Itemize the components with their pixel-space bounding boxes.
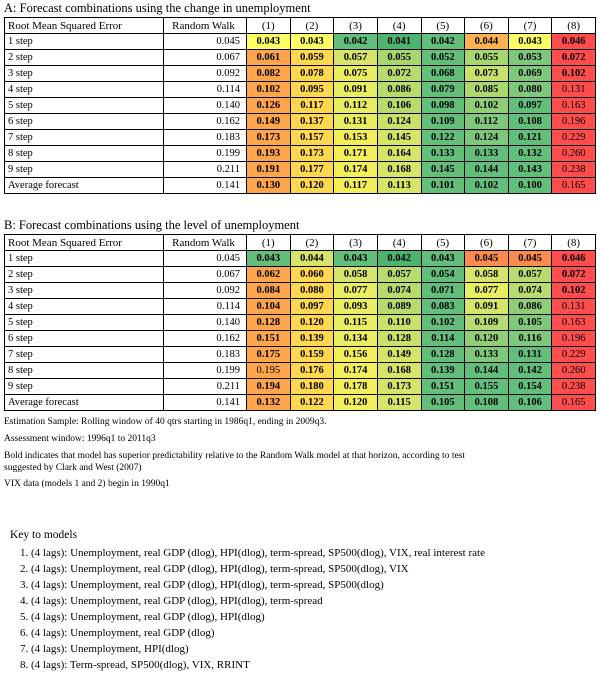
model-value-cell: 0.120 bbox=[465, 331, 509, 347]
random-walk-cell: 0.092 bbox=[164, 283, 247, 299]
random-walk-cell: 0.140 bbox=[164, 98, 247, 114]
random-walk-cell: 0.141 bbox=[164, 178, 247, 194]
model-value-cell: 0.173 bbox=[247, 130, 291, 146]
model-value-cell: 0.072 bbox=[552, 50, 596, 66]
row-label: 8 step bbox=[5, 146, 164, 162]
model-value-cell: 0.139 bbox=[421, 363, 465, 379]
column-header: (7) bbox=[508, 235, 552, 251]
model-value-cell: 0.155 bbox=[465, 379, 509, 395]
model-value-cell: 0.144 bbox=[465, 363, 509, 379]
row-label: 9 step bbox=[5, 379, 164, 395]
model-value-cell: 0.128 bbox=[421, 347, 465, 363]
row-label: 8 step bbox=[5, 363, 164, 379]
header-row bbox=[5, 18, 596, 34]
random-walk-cell: 0.140 bbox=[164, 315, 247, 331]
model-value-cell: 0.055 bbox=[377, 50, 421, 66]
model-value-cell: 0.117 bbox=[334, 178, 378, 194]
random-walk-cell: 0.067 bbox=[164, 50, 247, 66]
model-value-cell: 0.120 bbox=[334, 395, 378, 411]
model-value-cell: 0.042 bbox=[421, 34, 465, 50]
model-value-cell: 0.074 bbox=[377, 283, 421, 299]
model-value-cell: 0.124 bbox=[465, 130, 509, 146]
model-value-cell: 0.073 bbox=[465, 66, 509, 82]
model-value-cell: 0.045 bbox=[508, 251, 552, 267]
column-header: (3) bbox=[334, 18, 378, 34]
model-value-cell: 0.071 bbox=[421, 283, 465, 299]
model-value-cell: 0.115 bbox=[377, 395, 421, 411]
model-value-cell: 0.151 bbox=[247, 331, 291, 347]
model-value-cell: 0.177 bbox=[290, 162, 334, 178]
column-header: (3) bbox=[334, 235, 378, 251]
model-value-cell: 0.175 bbox=[247, 347, 291, 363]
model-value-cell: 0.164 bbox=[377, 146, 421, 162]
key-item: 6. (4 lags): Unemployment, real GDP (dlog) bbox=[20, 627, 215, 639]
model-value-cell: 0.102 bbox=[552, 66, 596, 82]
column-header: Root Mean Squared Error bbox=[5, 18, 164, 34]
table-row bbox=[5, 267, 596, 283]
random-walk-cell: 0.211 bbox=[164, 379, 247, 395]
model-value-cell: 0.139 bbox=[290, 331, 334, 347]
model-value-cell: 0.102 bbox=[465, 98, 509, 114]
model-value-cell: 0.102 bbox=[465, 178, 509, 194]
model-value-cell: 0.171 bbox=[334, 146, 378, 162]
model-value-cell: 0.173 bbox=[377, 379, 421, 395]
column-header: Root Mean Squared Error bbox=[5, 235, 164, 251]
model-value-cell: 0.102 bbox=[552, 283, 596, 299]
row-label: 7 step bbox=[5, 130, 164, 146]
model-value-cell: 0.058 bbox=[334, 267, 378, 283]
model-value-cell: 0.124 bbox=[377, 114, 421, 130]
column-header: (1) bbox=[247, 18, 291, 34]
random-walk-cell: 0.067 bbox=[164, 267, 247, 283]
model-value-cell: 0.072 bbox=[552, 267, 596, 283]
table-row bbox=[5, 331, 596, 347]
column-header: (5) bbox=[421, 18, 465, 34]
model-value-cell: 0.057 bbox=[334, 50, 378, 66]
row-label: 4 step bbox=[5, 82, 164, 98]
model-value-cell: 0.075 bbox=[334, 66, 378, 82]
table-row bbox=[5, 114, 596, 130]
model-value-cell: 0.178 bbox=[334, 379, 378, 395]
table-row bbox=[5, 363, 596, 379]
model-value-cell: 0.168 bbox=[377, 162, 421, 178]
key-item: 1. (4 lags): Unemployment, real GDP (dlog), HPI(dlog), term-spread, SP500(dlog), VIX, real interest rate bbox=[20, 547, 485, 559]
model-value-cell: 0.130 bbox=[247, 178, 291, 194]
random-walk-cell: 0.183 bbox=[164, 347, 247, 363]
bold-significance-note: Bold indicates that model has superior predictability relative to the Random Walk model at that horizon, according to test suggested by Clark and West (2007) bbox=[4, 451, 466, 473]
row-label: 9 step bbox=[5, 162, 164, 178]
model-value-cell: 0.238 bbox=[552, 379, 596, 395]
model-value-cell: 0.131 bbox=[508, 347, 552, 363]
model-value-cell: 0.100 bbox=[508, 178, 552, 194]
model-value-cell: 0.165 bbox=[552, 178, 596, 194]
model-value-cell: 0.229 bbox=[552, 347, 596, 363]
model-value-cell: 0.059 bbox=[290, 50, 334, 66]
model-value-cell: 0.105 bbox=[508, 315, 552, 331]
model-value-cell: 0.084 bbox=[247, 283, 291, 299]
model-value-cell: 0.077 bbox=[465, 283, 509, 299]
model-value-cell: 0.260 bbox=[552, 363, 596, 379]
table-row bbox=[5, 66, 596, 82]
header-row bbox=[5, 235, 596, 251]
table-row bbox=[5, 82, 596, 98]
row-label: 7 step bbox=[5, 347, 164, 363]
key-item: 5. (4 lags): Unemployment, real GDP (dlog), HPI(dlog) bbox=[20, 611, 265, 623]
random-walk-cell: 0.211 bbox=[164, 162, 247, 178]
key-item: 8. (4 lags): Term-spread, SP500(dlog), VIX, RRINT bbox=[20, 659, 250, 671]
model-value-cell: 0.102 bbox=[421, 315, 465, 331]
random-walk-cell: 0.092 bbox=[164, 66, 247, 82]
table-a bbox=[4, 17, 596, 194]
model-value-cell: 0.149 bbox=[247, 114, 291, 130]
model-value-cell: 0.044 bbox=[465, 34, 509, 50]
model-value-cell: 0.133 bbox=[465, 347, 509, 363]
model-value-cell: 0.091 bbox=[465, 299, 509, 315]
model-value-cell: 0.153 bbox=[334, 130, 378, 146]
model-value-cell: 0.168 bbox=[377, 363, 421, 379]
key-item: 2. (4 lags): Unemployment, real GDP (dlog), HPI(dlog), term-spread, SP500(dlog), VIX bbox=[20, 563, 409, 575]
model-value-cell: 0.044 bbox=[290, 251, 334, 267]
model-value-cell: 0.142 bbox=[508, 363, 552, 379]
model-value-cell: 0.060 bbox=[290, 267, 334, 283]
table-b-title: B: Forecast combinations using the level of unemployment bbox=[4, 218, 300, 232]
table-row bbox=[5, 395, 596, 411]
model-value-cell: 0.163 bbox=[552, 315, 596, 331]
table-row bbox=[5, 315, 596, 331]
random-walk-cell: 0.199 bbox=[164, 146, 247, 162]
model-value-cell: 0.132 bbox=[247, 395, 291, 411]
table-row bbox=[5, 178, 596, 194]
model-value-cell: 0.195 bbox=[247, 363, 291, 379]
random-walk-cell: 0.045 bbox=[164, 251, 247, 267]
random-walk-cell: 0.162 bbox=[164, 331, 247, 347]
model-value-cell: 0.112 bbox=[465, 114, 509, 130]
table-row bbox=[5, 146, 596, 162]
model-value-cell: 0.116 bbox=[508, 331, 552, 347]
random-walk-cell: 0.199 bbox=[164, 363, 247, 379]
model-value-cell: 0.109 bbox=[465, 315, 509, 331]
model-value-cell: 0.151 bbox=[421, 379, 465, 395]
model-value-cell: 0.149 bbox=[377, 347, 421, 363]
model-value-cell: 0.046 bbox=[552, 34, 596, 50]
model-value-cell: 0.043 bbox=[508, 34, 552, 50]
estimation-sample-note: Estimation Sample: Rolling window of 40 qtrs starting in 1986q1, ending in 2009q3. bbox=[4, 417, 327, 427]
row-label: 1 step bbox=[5, 34, 164, 50]
model-value-cell: 0.106 bbox=[377, 98, 421, 114]
model-value-cell: 0.069 bbox=[508, 66, 552, 82]
model-value-cell: 0.132 bbox=[508, 146, 552, 162]
random-walk-cell: 0.183 bbox=[164, 130, 247, 146]
model-value-cell: 0.128 bbox=[247, 315, 291, 331]
model-value-cell: 0.117 bbox=[290, 98, 334, 114]
table-row bbox=[5, 283, 596, 299]
model-value-cell: 0.080 bbox=[290, 283, 334, 299]
key-item: 3. (4 lags): Unemployment, real GDP (dlog), HPI(dlog), term-spread, SP500(dlog) bbox=[20, 579, 384, 591]
model-value-cell: 0.043 bbox=[247, 251, 291, 267]
model-value-cell: 0.043 bbox=[247, 34, 291, 50]
model-value-cell: 0.131 bbox=[552, 82, 596, 98]
model-value-cell: 0.260 bbox=[552, 146, 596, 162]
assessment-window-note: Assessment window: 1996q1 to 2011q3 bbox=[4, 434, 156, 444]
column-header: (4) bbox=[377, 235, 421, 251]
model-value-cell: 0.091 bbox=[334, 82, 378, 98]
column-header: (8) bbox=[552, 18, 596, 34]
model-value-cell: 0.112 bbox=[334, 98, 378, 114]
row-label: Average forecast bbox=[5, 395, 164, 411]
model-value-cell: 0.110 bbox=[377, 315, 421, 331]
model-value-cell: 0.126 bbox=[247, 98, 291, 114]
model-value-cell: 0.106 bbox=[508, 395, 552, 411]
model-value-cell: 0.052 bbox=[421, 50, 465, 66]
model-value-cell: 0.042 bbox=[334, 34, 378, 50]
model-value-cell: 0.137 bbox=[290, 114, 334, 130]
table-row bbox=[5, 251, 596, 267]
model-value-cell: 0.046 bbox=[552, 251, 596, 267]
model-value-cell: 0.077 bbox=[334, 283, 378, 299]
column-header: (8) bbox=[552, 235, 596, 251]
column-header: (6) bbox=[465, 235, 509, 251]
model-value-cell: 0.089 bbox=[377, 299, 421, 315]
model-value-cell: 0.104 bbox=[247, 299, 291, 315]
random-walk-cell: 0.162 bbox=[164, 114, 247, 130]
model-value-cell: 0.074 bbox=[508, 283, 552, 299]
row-label: 5 step bbox=[5, 98, 164, 114]
column-header: Random Walk bbox=[164, 235, 247, 251]
model-value-cell: 0.134 bbox=[334, 331, 378, 347]
row-label: Average forecast bbox=[5, 178, 164, 194]
model-value-cell: 0.144 bbox=[465, 162, 509, 178]
row-label: 2 step bbox=[5, 50, 164, 66]
model-value-cell: 0.122 bbox=[421, 130, 465, 146]
model-value-cell: 0.163 bbox=[552, 98, 596, 114]
model-value-cell: 0.196 bbox=[552, 114, 596, 130]
model-value-cell: 0.131 bbox=[334, 114, 378, 130]
table-row bbox=[5, 34, 596, 50]
table-row bbox=[5, 379, 596, 395]
random-walk-cell: 0.114 bbox=[164, 82, 247, 98]
model-value-cell: 0.109 bbox=[421, 114, 465, 130]
table-a-title: A: Forecast combinations using the change in unemployment bbox=[4, 1, 311, 15]
row-label: 3 step bbox=[5, 66, 164, 82]
key-item: 7. (4 lags): Unemployment, HPI(dlog) bbox=[20, 643, 189, 655]
model-value-cell: 0.180 bbox=[290, 379, 334, 395]
model-value-cell: 0.053 bbox=[508, 50, 552, 66]
model-value-cell: 0.086 bbox=[377, 82, 421, 98]
model-value-cell: 0.229 bbox=[552, 130, 596, 146]
model-value-cell: 0.115 bbox=[334, 315, 378, 331]
key-item: 4. (4 lags): Unemployment, real GDP (dlog), HPI(dlog), term-spread bbox=[20, 595, 323, 607]
model-value-cell: 0.095 bbox=[290, 82, 334, 98]
model-value-cell: 0.145 bbox=[377, 130, 421, 146]
model-value-cell: 0.062 bbox=[247, 267, 291, 283]
model-value-cell: 0.079 bbox=[421, 82, 465, 98]
model-value-cell: 0.045 bbox=[465, 251, 509, 267]
column-header: (6) bbox=[465, 18, 509, 34]
model-value-cell: 0.133 bbox=[465, 146, 509, 162]
model-value-cell: 0.085 bbox=[465, 82, 509, 98]
model-value-cell: 0.133 bbox=[421, 146, 465, 162]
vix-data-note: VIX data (models 1 and 2) begin in 1990q1 bbox=[4, 479, 170, 489]
model-value-cell: 0.072 bbox=[377, 66, 421, 82]
random-walk-cell: 0.045 bbox=[164, 34, 247, 50]
model-value-cell: 0.193 bbox=[247, 146, 291, 162]
model-value-cell: 0.086 bbox=[508, 299, 552, 315]
model-value-cell: 0.057 bbox=[377, 267, 421, 283]
row-label: 2 step bbox=[5, 267, 164, 283]
model-value-cell: 0.120 bbox=[290, 178, 334, 194]
row-label: 5 step bbox=[5, 315, 164, 331]
model-value-cell: 0.055 bbox=[465, 50, 509, 66]
model-value-cell: 0.054 bbox=[421, 267, 465, 283]
model-value-cell: 0.196 bbox=[552, 331, 596, 347]
model-value-cell: 0.113 bbox=[377, 178, 421, 194]
model-value-cell: 0.143 bbox=[508, 162, 552, 178]
model-value-cell: 0.078 bbox=[290, 66, 334, 82]
model-value-cell: 0.154 bbox=[508, 379, 552, 395]
model-value-cell: 0.121 bbox=[508, 130, 552, 146]
model-value-cell: 0.159 bbox=[290, 347, 334, 363]
column-header: (4) bbox=[377, 18, 421, 34]
model-value-cell: 0.120 bbox=[290, 315, 334, 331]
row-label: 6 step bbox=[5, 331, 164, 347]
column-header: (2) bbox=[290, 18, 334, 34]
model-value-cell: 0.043 bbox=[421, 251, 465, 267]
model-value-cell: 0.174 bbox=[334, 363, 378, 379]
model-value-cell: 0.061 bbox=[247, 50, 291, 66]
model-value-cell: 0.101 bbox=[421, 178, 465, 194]
column-header: (2) bbox=[290, 235, 334, 251]
table-row bbox=[5, 162, 596, 178]
model-value-cell: 0.108 bbox=[508, 114, 552, 130]
model-value-cell: 0.174 bbox=[334, 162, 378, 178]
column-header: Random Walk bbox=[164, 18, 247, 34]
table-row bbox=[5, 299, 596, 315]
model-value-cell: 0.128 bbox=[377, 331, 421, 347]
model-value-cell: 0.173 bbox=[290, 146, 334, 162]
column-header: (7) bbox=[508, 18, 552, 34]
key-list bbox=[20, 545, 485, 673]
model-value-cell: 0.083 bbox=[421, 299, 465, 315]
row-label: 6 step bbox=[5, 114, 164, 130]
model-value-cell: 0.114 bbox=[421, 331, 465, 347]
model-value-cell: 0.043 bbox=[290, 34, 334, 50]
model-value-cell: 0.098 bbox=[421, 98, 465, 114]
model-value-cell: 0.080 bbox=[508, 82, 552, 98]
model-value-cell: 0.156 bbox=[334, 347, 378, 363]
model-value-cell: 0.145 bbox=[421, 162, 465, 178]
table-row bbox=[5, 50, 596, 66]
model-value-cell: 0.068 bbox=[421, 66, 465, 82]
table-row bbox=[5, 130, 596, 146]
model-value-cell: 0.194 bbox=[247, 379, 291, 395]
model-value-cell: 0.108 bbox=[465, 395, 509, 411]
row-label: 1 step bbox=[5, 251, 164, 267]
table-b bbox=[4, 234, 596, 411]
row-label: 3 step bbox=[5, 283, 164, 299]
column-header: (5) bbox=[421, 235, 465, 251]
model-value-cell: 0.122 bbox=[290, 395, 334, 411]
model-value-cell: 0.191 bbox=[247, 162, 291, 178]
column-header: (1) bbox=[247, 235, 291, 251]
table-row bbox=[5, 98, 596, 114]
model-value-cell: 0.057 bbox=[508, 267, 552, 283]
table-row bbox=[5, 347, 596, 363]
key-title: Key to models bbox=[10, 529, 78, 541]
model-value-cell: 0.165 bbox=[552, 395, 596, 411]
model-value-cell: 0.131 bbox=[552, 299, 596, 315]
model-value-cell: 0.176 bbox=[290, 363, 334, 379]
random-walk-cell: 0.114 bbox=[164, 299, 247, 315]
random-walk-cell: 0.141 bbox=[164, 395, 247, 411]
model-value-cell: 0.102 bbox=[247, 82, 291, 98]
model-value-cell: 0.097 bbox=[508, 98, 552, 114]
model-value-cell: 0.097 bbox=[290, 299, 334, 315]
model-value-cell: 0.042 bbox=[377, 251, 421, 267]
model-value-cell: 0.157 bbox=[290, 130, 334, 146]
model-value-cell: 0.041 bbox=[377, 34, 421, 50]
model-value-cell: 0.058 bbox=[465, 267, 509, 283]
model-value-cell: 0.043 bbox=[334, 251, 378, 267]
model-value-cell: 0.238 bbox=[552, 162, 596, 178]
model-value-cell: 0.093 bbox=[334, 299, 378, 315]
row-label: 4 step bbox=[5, 299, 164, 315]
model-value-cell: 0.105 bbox=[421, 395, 465, 411]
model-value-cell: 0.082 bbox=[247, 66, 291, 82]
